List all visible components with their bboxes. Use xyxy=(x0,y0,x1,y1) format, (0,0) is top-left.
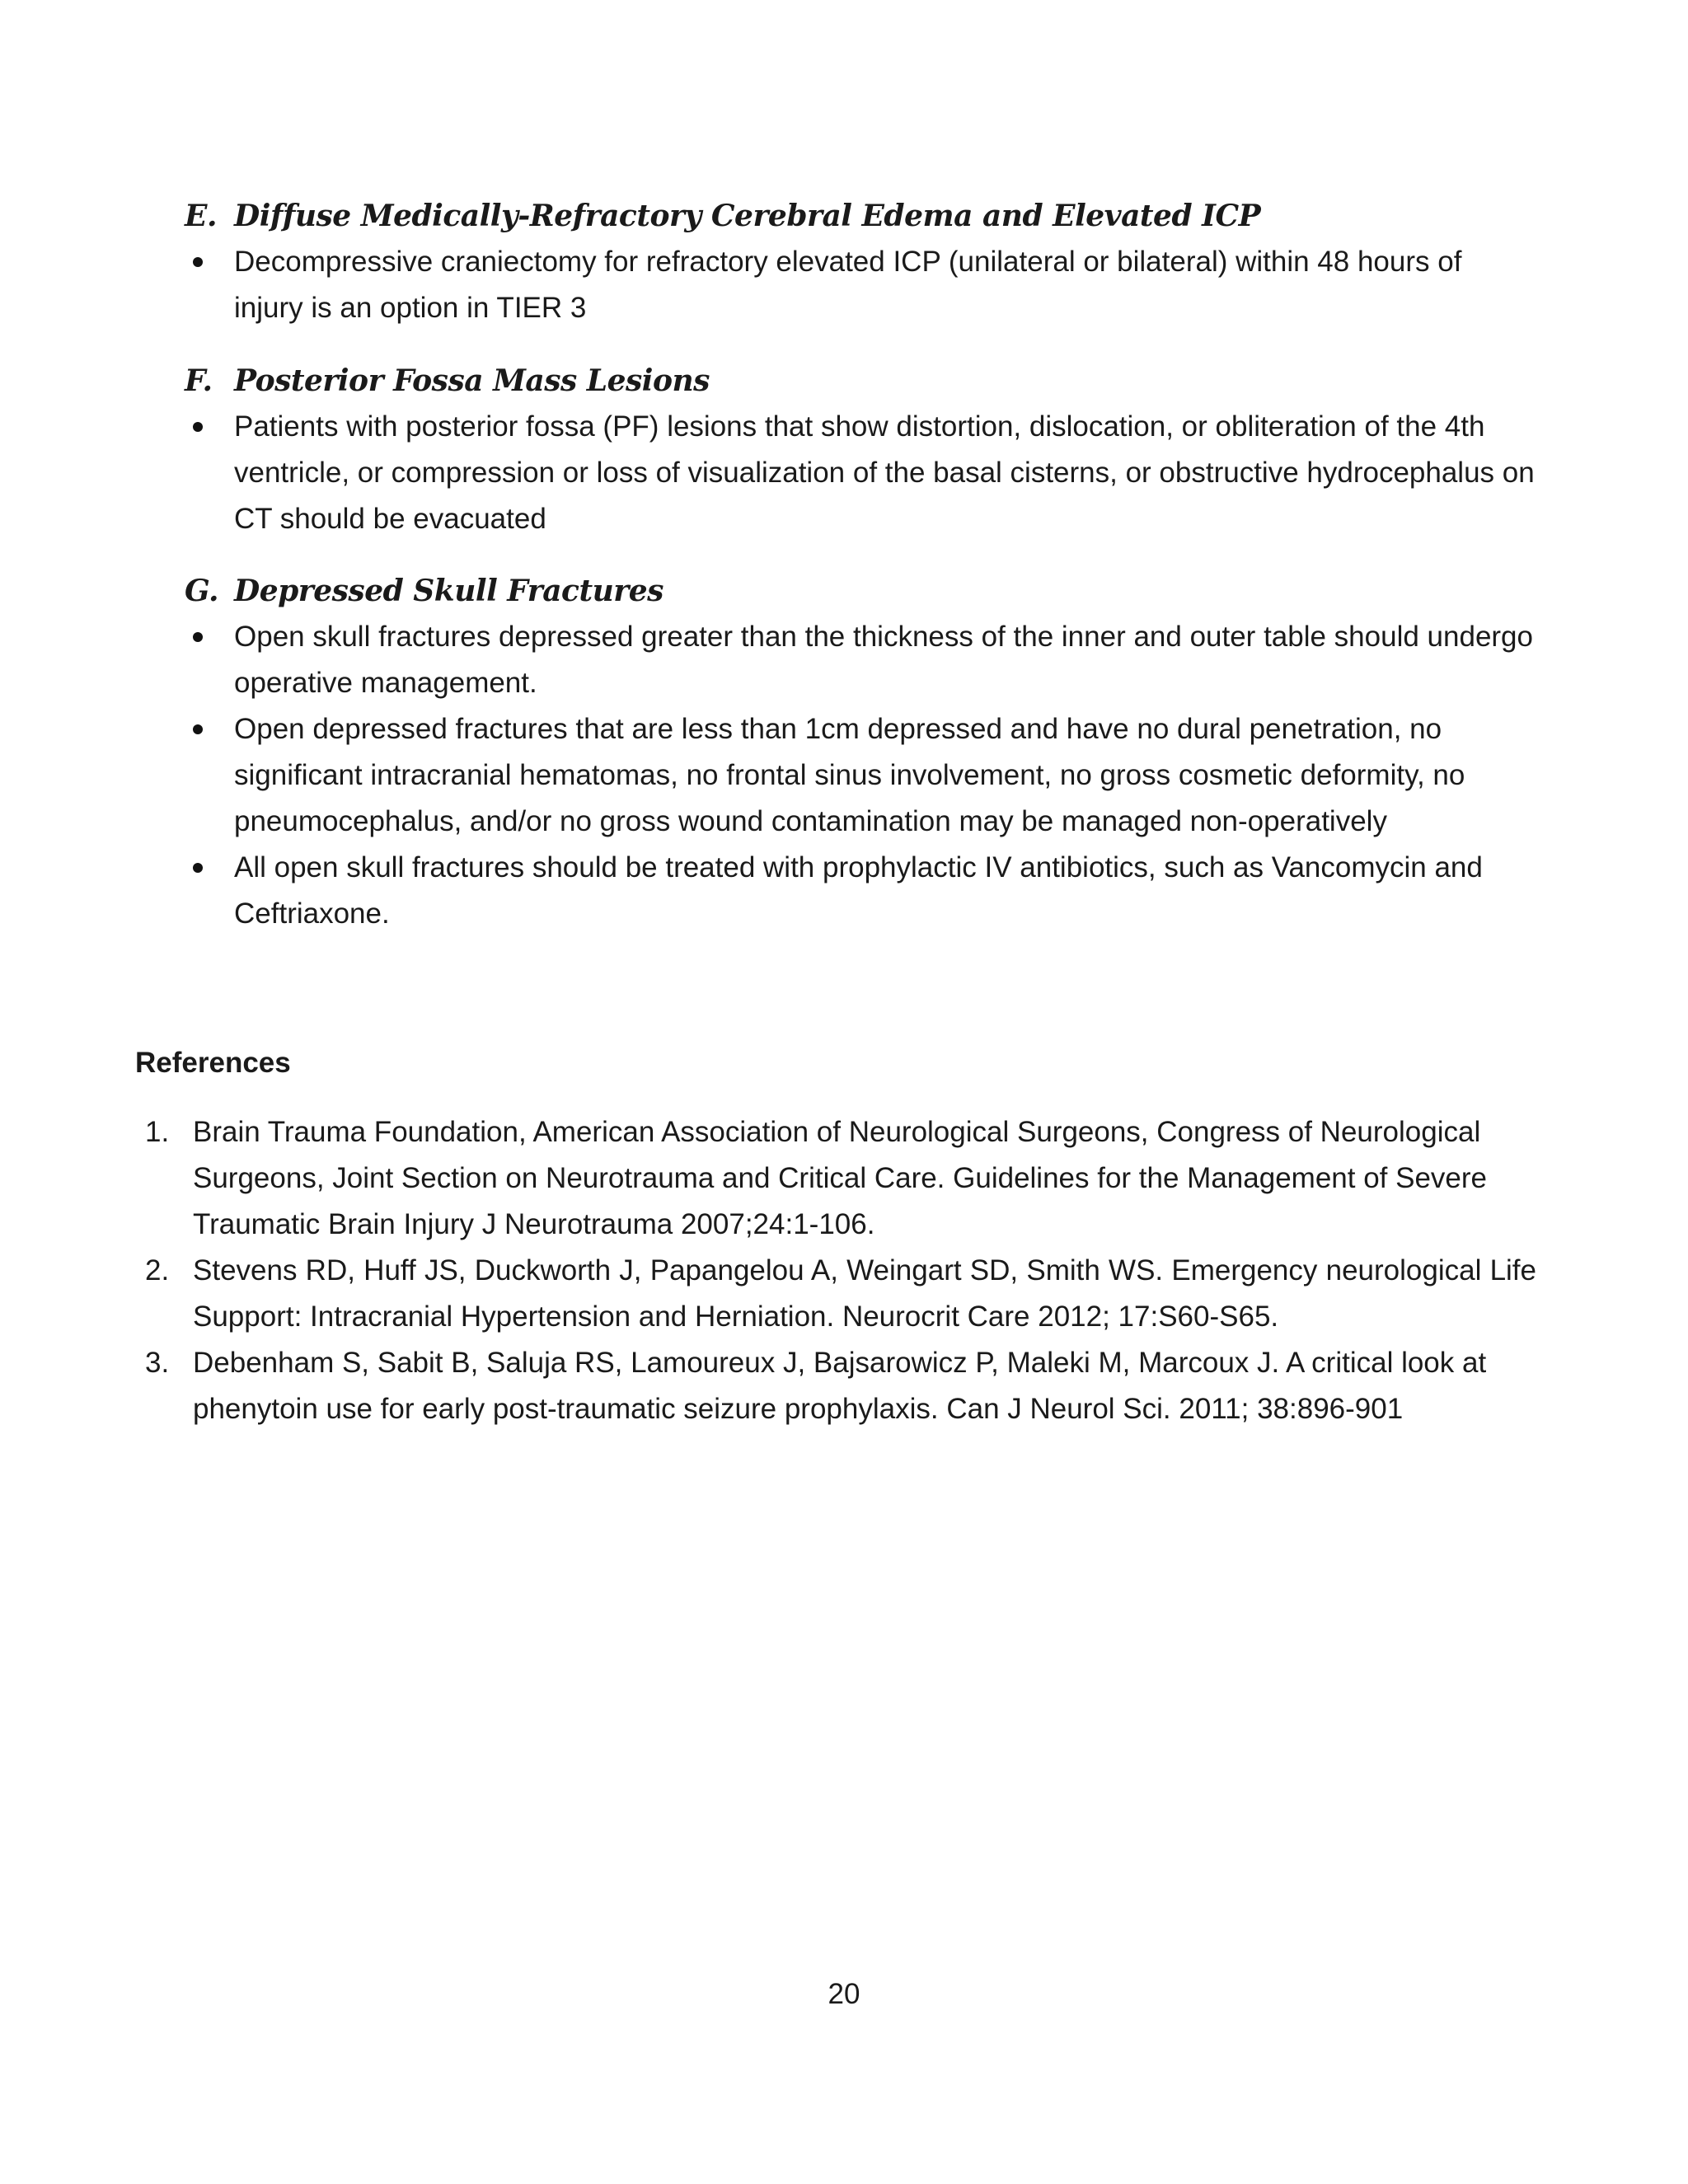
section-heading xyxy=(185,193,1536,239)
section-title: Posterior Fossa Mass Lesions xyxy=(234,363,710,398)
bullet-list xyxy=(185,614,1536,937)
list-item xyxy=(185,845,1536,937)
page-number: 20 xyxy=(828,1978,860,2010)
bullet-icon xyxy=(193,422,203,432)
section-g xyxy=(185,568,1536,937)
bullet-icon xyxy=(193,863,203,873)
reference-number: 3. xyxy=(145,1347,170,1379)
list-item xyxy=(185,239,1536,331)
bullet-text: All open skull fractures should be treated with prophylactic IV antibiotics, such as Vancomycin and Ceftriaxone. xyxy=(234,851,1483,930)
bullet-text: Open depressed fractures that are less than 1cm depressed and have no dural penetration, no significant intracranial hematomas, no frontal sinus involvement, no gross cosmetic deformity, no pneumocephalus, and/or no gross wound contamination may be managed non-operatively xyxy=(234,713,1465,837)
bullet-icon xyxy=(193,257,203,267)
bullet-list xyxy=(185,239,1536,331)
bullet-text: Patients with posterior fossa (PF) lesions that show distortion, dislocation, or obliteration of the 4th ventricle, or compression or loss of visualization of the basal cisterns, or obstructive hydrocephalus on CT should be evacuated xyxy=(234,410,1535,535)
reference-item xyxy=(135,1248,1536,1340)
references-list xyxy=(135,1109,1536,1432)
references-heading: References xyxy=(135,1047,291,1079)
reference-item xyxy=(135,1340,1536,1432)
section-heading xyxy=(185,358,1536,404)
section-title: Depressed Skull Fractures xyxy=(234,574,663,608)
bullet-icon xyxy=(193,724,203,734)
list-item xyxy=(185,404,1536,542)
reference-text: Stevens RD, Huff JS, Duckworth J, Papangelou A, Weingart SD, Smith WS. Emergency neurological Life Support: Intracranial Hypertension and Herniation. Neurocrit Care 2012; 17:S60-S65. xyxy=(193,1254,1536,1333)
reference-text: Brain Trauma Foundation, American Association of Neurological Surgeons, Congress of Neurological Surgeons, Joint Section on Neurotrauma and Critical Care. Guidelines for the Management of Severe Traumatic Brain Injury J Neurotrauma 2007;24:1-106. xyxy=(193,1116,1488,1240)
reference-number: 2. xyxy=(145,1254,170,1286)
list-item xyxy=(185,614,1536,706)
section-letter: E. xyxy=(185,199,217,233)
section-title: Diffuse Medically-Refractory Cerebral Edema and Elevated ICP xyxy=(234,199,1261,233)
section-letter: F. xyxy=(185,363,213,398)
reference-item xyxy=(135,1109,1536,1248)
section-f xyxy=(185,358,1536,542)
reference-number: 1. xyxy=(145,1116,170,1148)
section-heading xyxy=(185,568,1536,614)
bullet-text: Open skull fractures depressed greater than the thickness of the inner and outer table should undergo operative management. xyxy=(234,621,1533,699)
bullet-text: Decompressive craniectomy for refractory elevated ICP (unilateral or bilateral) within 48 hours of injury is an option in TIER 3 xyxy=(234,246,1462,324)
reference-text: Debenham S, Sabit B, Saluja RS, Lamoureux J, Bajsarowicz P, Maleki M, Marcoux J. A critical look at phenytoin use for early post-traumatic seizure prophylaxis. Can J Neurol Sci. 2011; 38:896-901 xyxy=(193,1347,1487,1425)
bullet-icon xyxy=(193,632,203,642)
list-item xyxy=(185,706,1536,845)
bullet-list xyxy=(185,404,1536,542)
section-letter: G. xyxy=(185,574,218,608)
section-e xyxy=(185,193,1536,331)
